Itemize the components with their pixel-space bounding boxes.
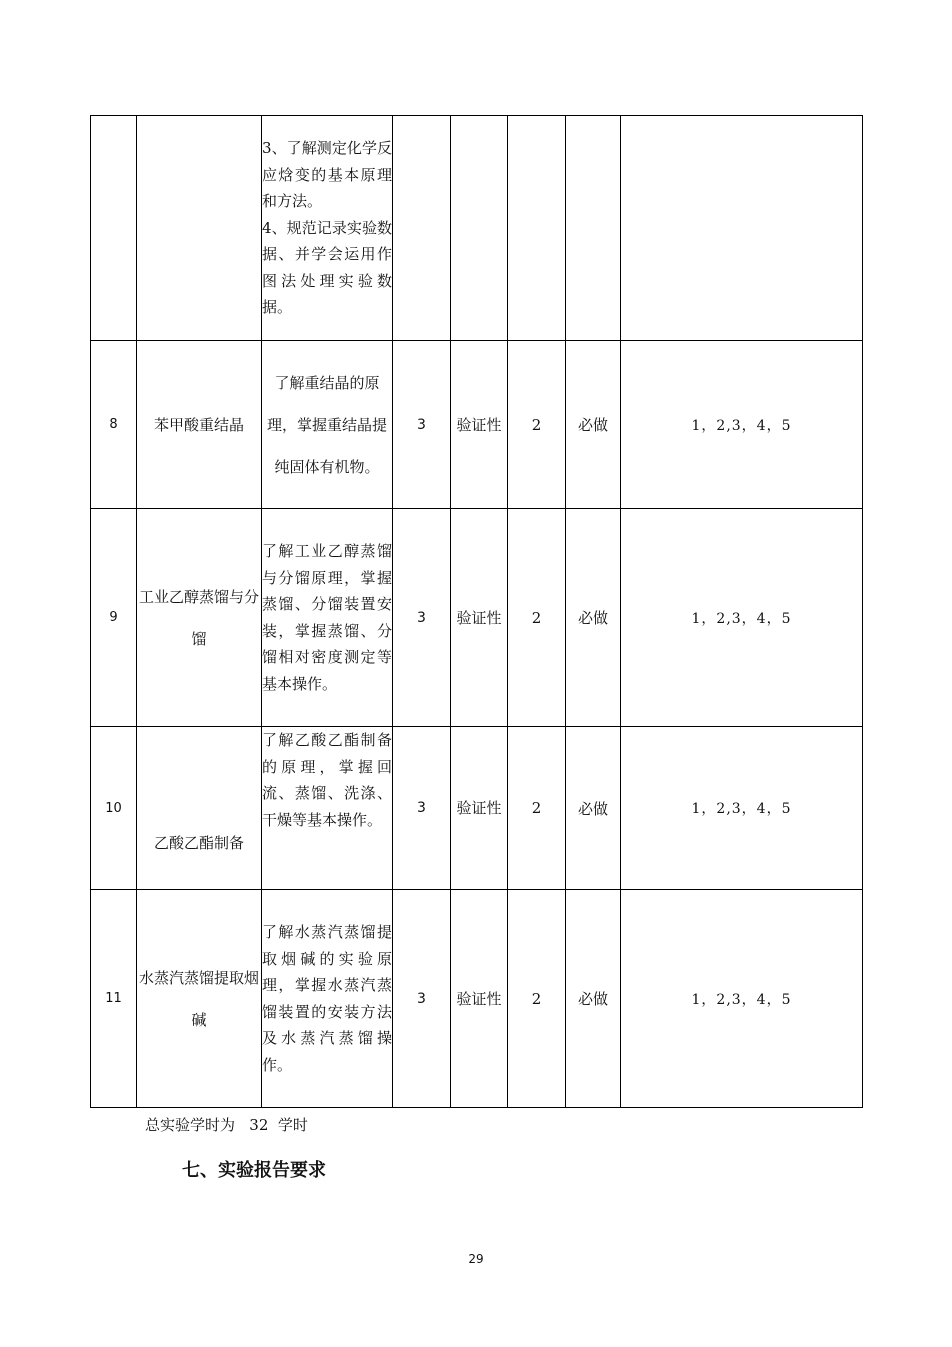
- experiment-description: [262, 116, 393, 341]
- experiment-description: [262, 890, 393, 1108]
- row-number: 10: [91, 727, 137, 890]
- description-paragraph: 3、了解测定化学反应焓变的基本原理和方法。: [262, 139, 392, 211]
- experiment-description: [262, 509, 393, 727]
- requirement: 必做: [566, 341, 621, 509]
- experiment-name: 乙酸乙酯制备: [137, 727, 262, 890]
- requirement: 必做: [566, 509, 621, 727]
- group-size: 2: [508, 727, 566, 890]
- experiment-name: 水蒸汽蒸馏提取烟碱: [137, 890, 262, 1108]
- group-size: 2: [508, 890, 566, 1108]
- requirement: 必做: [566, 890, 621, 1108]
- group-size: 2: [508, 341, 566, 509]
- course-goals: 1，2,3，4，5: [621, 890, 863, 1108]
- page-number: 29: [468, 1252, 484, 1266]
- experiment-hours: 3: [393, 509, 451, 727]
- experiment-name: 工业乙醇蒸馏与分馏: [137, 509, 262, 727]
- course-goals: [621, 116, 863, 341]
- requirement: 必做: [566, 727, 621, 890]
- description-paragraph: 了解乙酸乙酯制备的原理，掌握回流、蒸馏、洗涤、干燥等基本操作。: [262, 731, 392, 829]
- description-paragraph: 4、规范记录实验数据、并学会运用作图法处理实验数据。: [262, 218, 392, 317]
- description-paragraph: 了解重结晶的原理，掌握重结晶提纯固体有机物。: [266, 373, 387, 476]
- table-row: [91, 890, 863, 1108]
- experiment-table: [90, 115, 863, 1108]
- experiment-type: 验证性: [451, 509, 508, 727]
- description-paragraph: 了解水蒸汽蒸馏提取烟碱的实验原理，掌握水蒸汽蒸馏装置的安装方法及水蒸汽蒸馏操作。: [262, 923, 392, 1074]
- row-number: 9: [91, 509, 137, 727]
- group-size: [508, 116, 566, 341]
- description-paragraph: 了解工业乙醇蒸馏与分馏原理，掌握蒸馏、分馏装置安装，掌握蒸馏、分馏相对密度测定等基本操作。: [262, 542, 392, 693]
- row-number: 8: [91, 341, 137, 509]
- experiment-name: [137, 116, 262, 341]
- experiment-description: [262, 341, 393, 509]
- table-row: [91, 341, 863, 509]
- total-hours-note: 总实验学时为 32 学时: [145, 1116, 308, 1134]
- row-number: [91, 116, 137, 341]
- experiment-hours: 3: [393, 890, 451, 1108]
- course-goals: 1，2,3，4，5: [621, 727, 863, 890]
- group-size: 2: [508, 509, 566, 727]
- course-goals: 1，2,3，4，5: [621, 341, 863, 509]
- experiment-hours: 3: [393, 341, 451, 509]
- table-row: [91, 727, 863, 890]
- section-heading: 七、实验报告要求: [182, 1160, 326, 1181]
- experiment-type: 验证性: [451, 341, 508, 509]
- experiment-hours: [393, 116, 451, 341]
- experiment-type: 验证性: [451, 890, 508, 1108]
- requirement: [566, 116, 621, 341]
- experiment-type: [451, 116, 508, 341]
- experiment-hours: 3: [393, 727, 451, 890]
- experiment-type: 验证性: [451, 727, 508, 890]
- table-row: [91, 509, 863, 727]
- table-row: [91, 116, 863, 341]
- row-number: 11: [91, 890, 137, 1108]
- experiment-name: 苯甲酸重结晶: [137, 341, 262, 509]
- course-goals: 1，2,3，4，5: [621, 509, 863, 727]
- experiment-description: [262, 727, 393, 890]
